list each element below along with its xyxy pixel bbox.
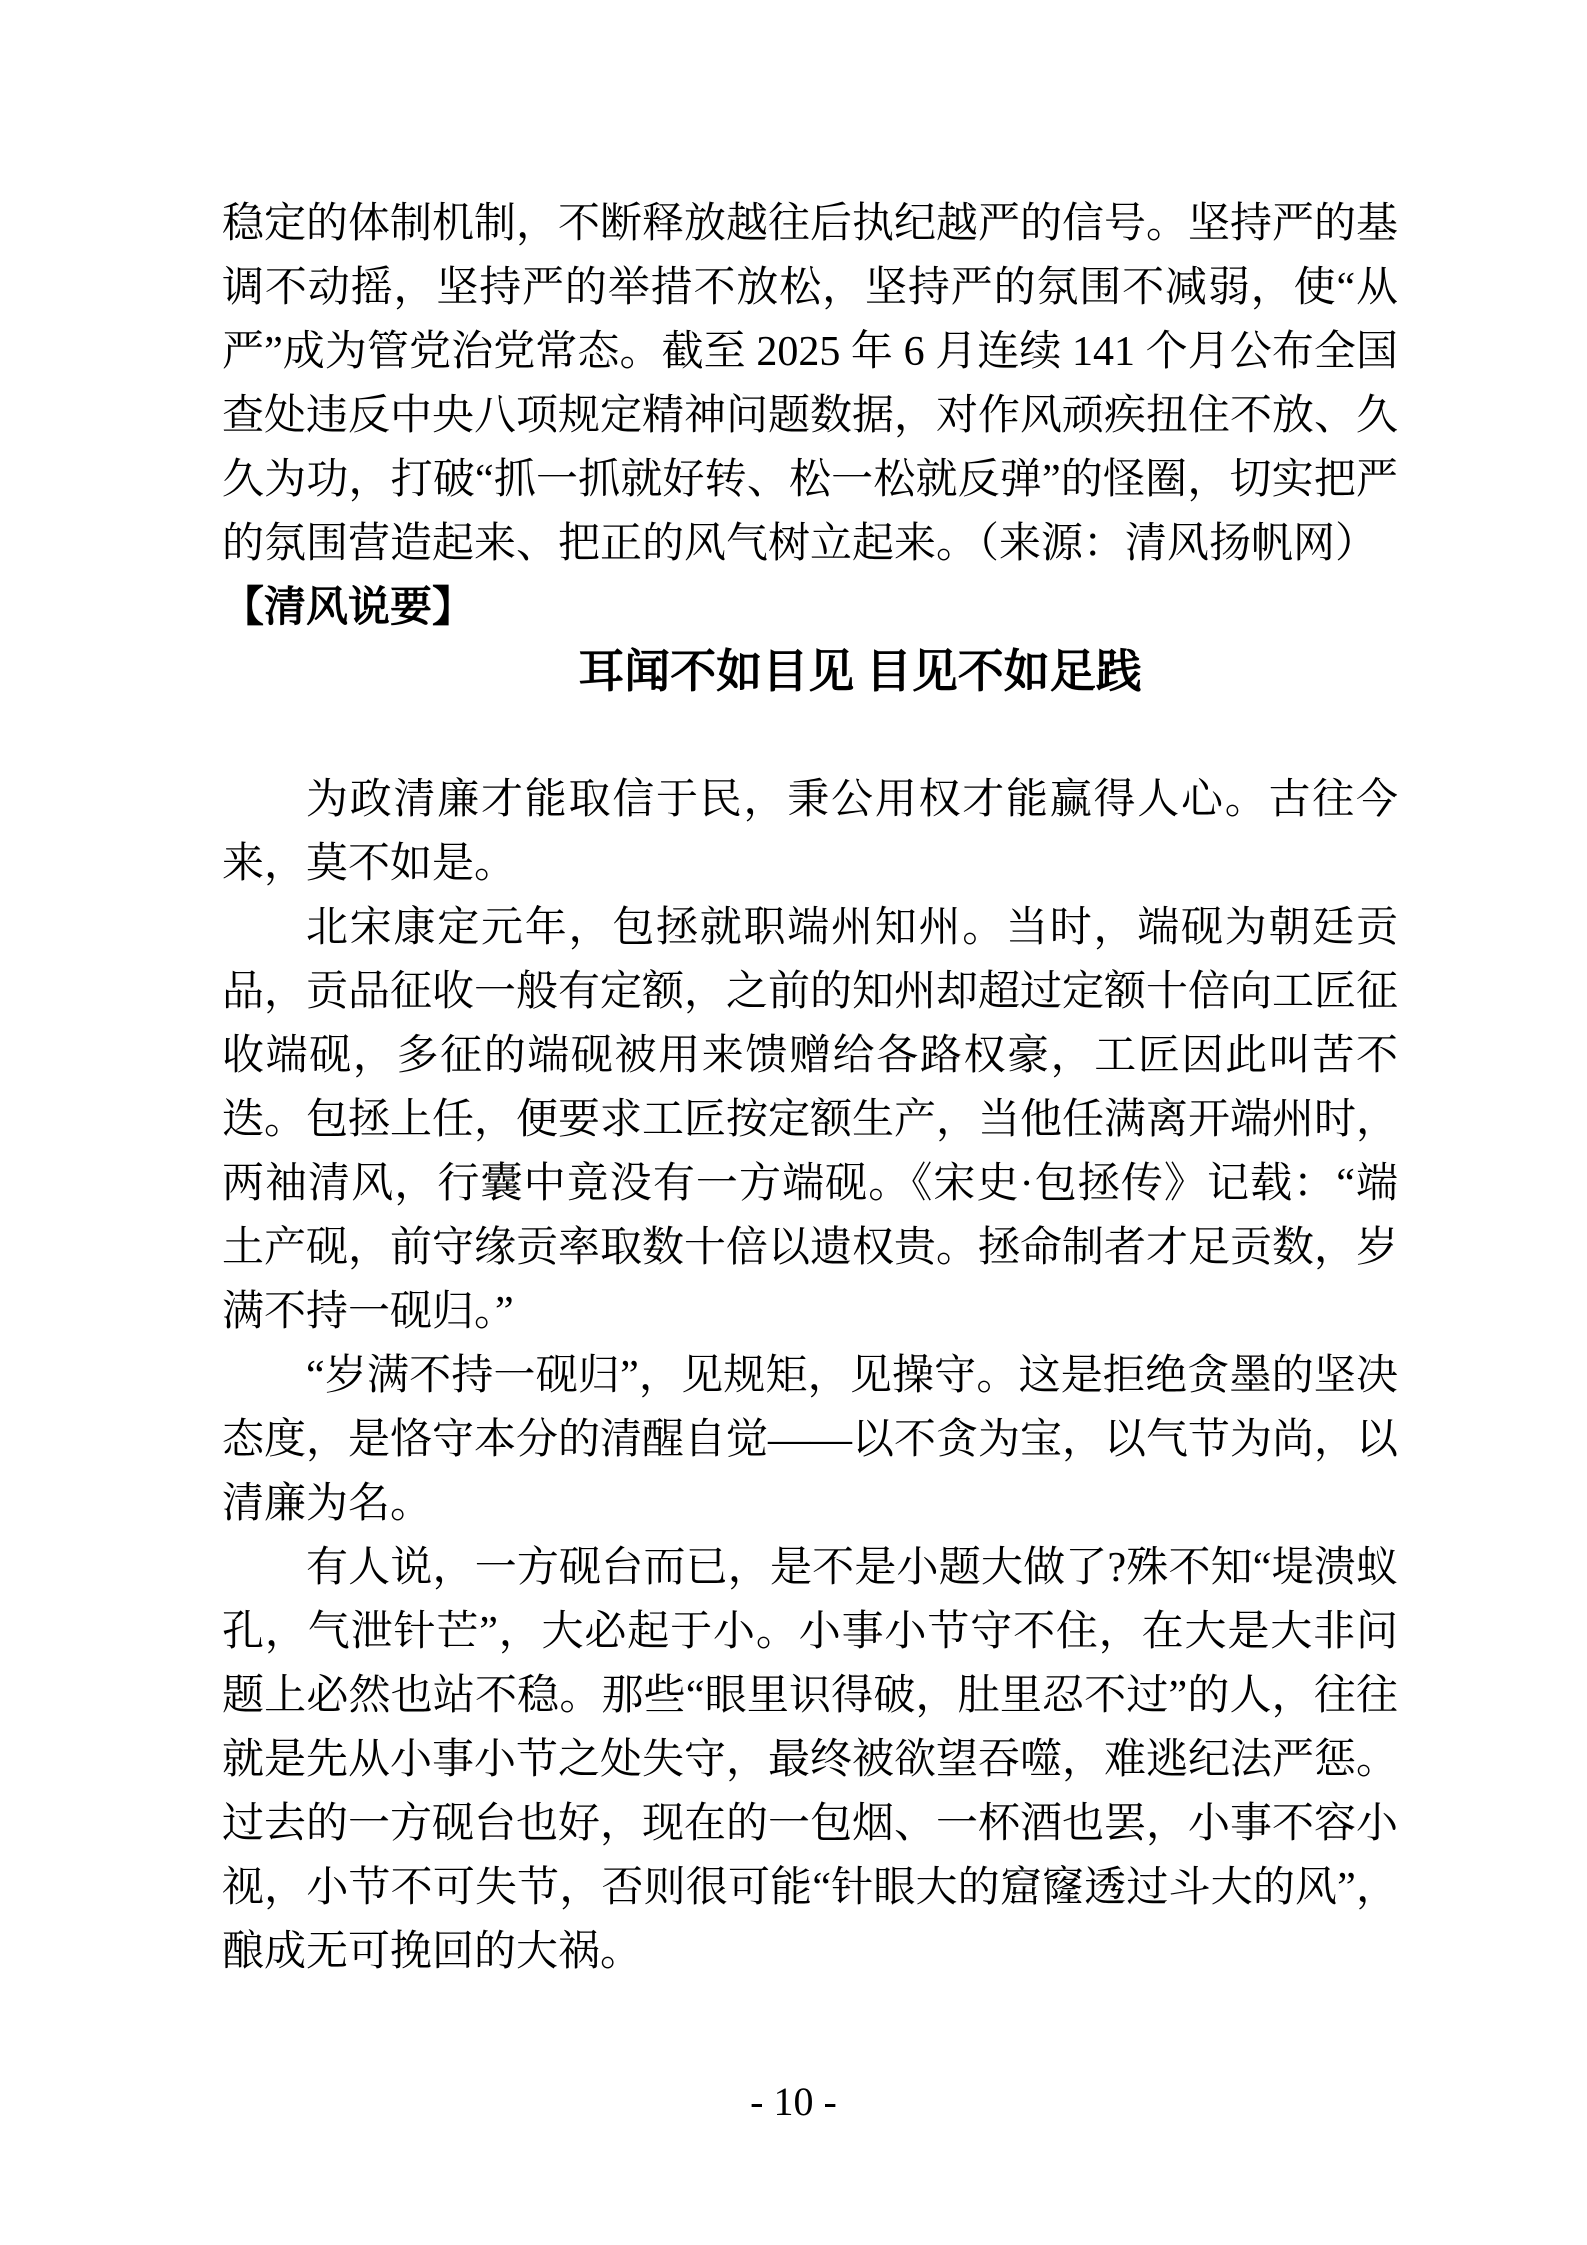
page-number: - 10 - — [750, 2079, 837, 2124]
body-paragraphs — [222, 768, 1398, 1984]
continuation-paragraph: 稳定的体制机制，不断释放越往后执纪越严的信号。坚持严的基调不动摇，坚持严的举措不放松，坚持严的氛围不减弱，使“从严”成为管党治党常态。截至 2025 年 6 月连续 141 个月公布全国查处违反中央八项规定精神问题数据，对作风顽疾扭住不放、久久为功，打破“抓一抓就好转、松一松就反弹”的怪圈，切实把严的氛围营造起来、把正的风气树立起来。（来源：清风扬帆网） — [222, 201, 1399, 567]
section-label: 【清风说要】 — [222, 585, 475, 631]
body-paragraph: 为政清廉才能取信于民，秉公用权才能赢得人心。古往今来，莫不如是。 — [222, 777, 1398, 887]
article-title: 耳闻不如目见 目见不如足践 — [578, 646, 1142, 697]
document-content — [222, 192, 1398, 1984]
body-paragraph: 有人说，一方砚台而已，是不是小题大做了?殊不知“堤溃蚁孔，气泄针芒”，大必起于小。小事小节守不住，在大是大非问题上必然也站不稳。那些“眼里识得破，肚里忍不过”的人，往往就是先从小事小节之处失守，最终被欲望吞噬，难逃纪法严惩。过去的一方砚台也好，现在的一包烟、一杯酒也罢，小事不容小视，小节不可失节，否则很可能“针眼大的窟窿透过斗大的风”，酿成无可挽回的大祸。 — [222, 1545, 1399, 1975]
body-paragraph: “岁满不持一砚归”，见规矩，见操守。这是拒绝贪墨的坚决态度，是恪守本分的清醒自觉——以不贪为宝，以气节为尚，以清廉为名。 — [222, 1353, 1399, 1527]
body-paragraph: 北宋康定元年，包拯就职端州知州。当时，端砚为朝廷贡品，贡品征收一般有定额，之前的知州却超过定额十倍向工匠征收端砚，多征的端砚被用来馈赠给各路权豪，工匠因此叫苦不迭。包拯上任，便要求工匠按定额生产，当他任满离开端州时，两袖清风，行囊中竟没有一方端砚。《宋史·包拯传》记载：“端土产砚，前守缘贡率取数十倍以遗权贵。拯命制者才足贡数，岁满不持一砚归。” — [222, 905, 1399, 1335]
